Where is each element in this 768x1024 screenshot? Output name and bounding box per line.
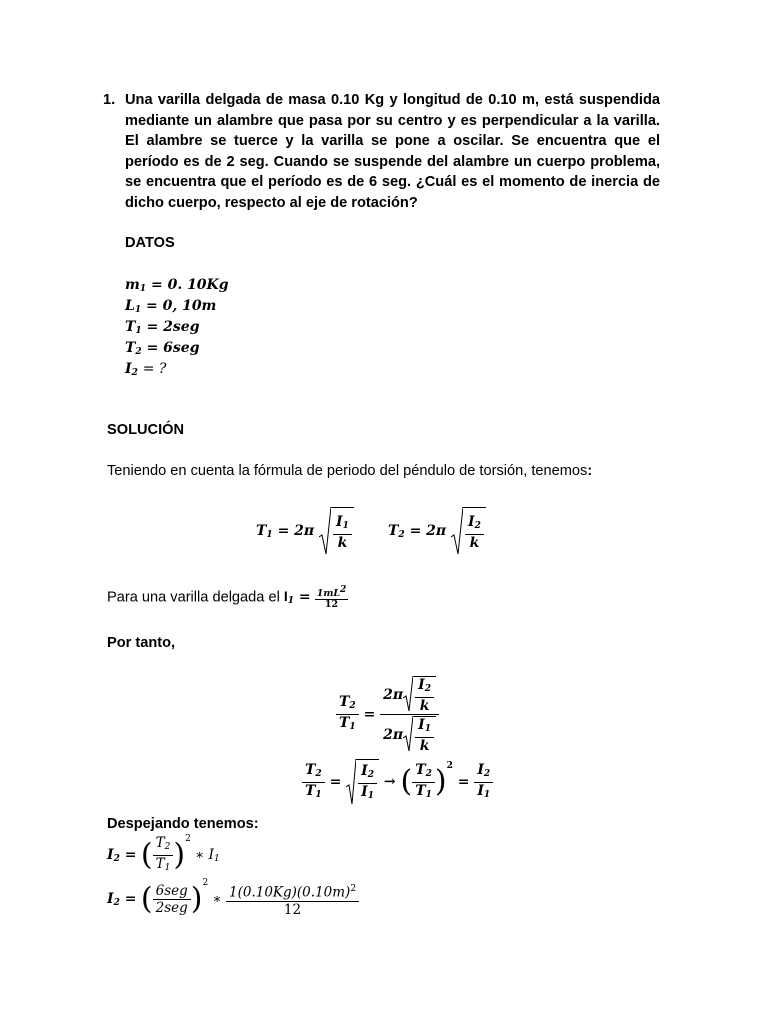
simplified-ratio: $\frac{T_2}{T_1}$ = $\frac{I_2}{I_1}$ → ( $\frac{T_2}{T_1}$ )$^2$ = $\frac{I_2}{I_1}$ <box>302 759 493 805</box>
isolated-equation: $I_2$ = ( $\frac{T_2}{T_1}$ )$^2$ ∗ $I_1$ <box>107 834 220 873</box>
substitution-equation: $I_2$ = ( $\frac{\text{6seg}}{\text{2seg}}$ )$^2$ ∗ $\frac{1(0.10Kg)(0.10m)^2}{12}$ <box>107 878 359 917</box>
datos-inertia-2: $I_2$ = ? <box>125 361 167 378</box>
problem-text: Una varilla delgada de masa 0.10 Kg y longitud de 0.10 m, está suspendida mediante un alambre que pasa por su centro y es perpendicular a la varilla. El alambre se tuerce y la varilla se pone a oscilar. Se encuentra que el período es de 2 seg. Cuando se suspende del alambre un cuerpo problema, se encuentra que el período es de 6 seg. ¿Cuál es el momento de inercia de dicho cuerpo, respecto al eje de rotación? <box>125 92 660 211</box>
datos-period-1: $T_1 = 2seg$ <box>125 319 200 336</box>
sqrt-symbol: $\frac{I_2}{k}$ <box>451 507 486 555</box>
solucion-heading: SOLUCIÓN <box>107 422 185 438</box>
varilla-line: Para una varilla delgada el $I_1$ = $\frac{1mL^2}{12}$ <box>107 585 347 611</box>
period-formula-2: $T_2 = 2\pi$ $\frac{I_2}{k}$ <box>388 507 486 555</box>
datos-period-2: $T_2 = 6seg$ <box>125 340 200 357</box>
datos-length: $L_1 = 0$, 10m <box>125 298 217 315</box>
period-formula-1: $T_1 = 2\pi$ $\frac{I_1}{k}$ <box>256 507 354 555</box>
sqrt-symbol: $\frac{I_1}{k}$ <box>319 507 354 555</box>
datos-heading: DATOS <box>125 235 175 251</box>
datos-mass: $m_1 = 0$. 10Kg <box>125 277 229 294</box>
solucion-intro: Teniendo en cuenta la fórmula de periodo del péndulo de torsión, tenemos: <box>107 463 593 479</box>
ratio-equation: $\frac{T_2}{T_1}$ = 2π $\frac{I_2}{k}$ 2π $\frac{I_1}{k}$ <box>336 676 439 753</box>
problem-number: 1. <box>103 92 116 108</box>
varilla-fraction: $\frac{1mL^2}{12}$ <box>316 585 347 611</box>
por-tanto-label: Por tanto, <box>107 635 176 651</box>
despejando-label: Despejando tenemos: <box>107 816 259 832</box>
